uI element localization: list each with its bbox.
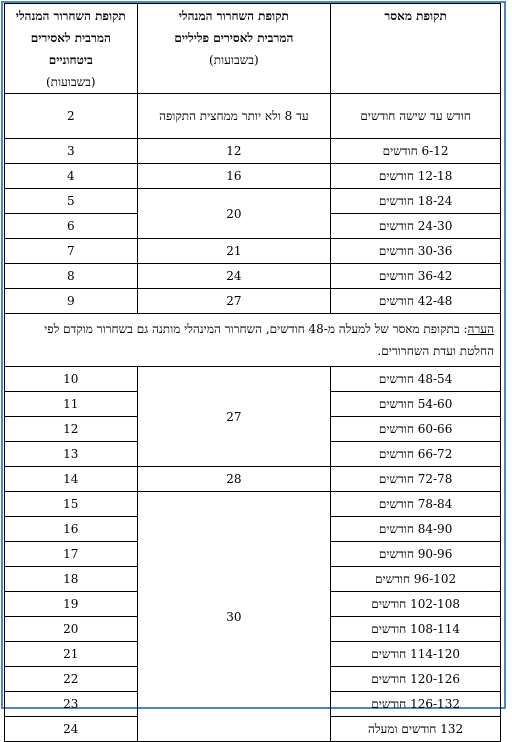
criminal-cell: 30 bbox=[137, 492, 331, 742]
security-cell: 14 bbox=[5, 467, 138, 492]
security-cell: 22 bbox=[5, 667, 138, 692]
period-cell: 18-24 חודשים bbox=[331, 189, 501, 214]
table-row bbox=[5, 164, 501, 189]
security-cell: 7 bbox=[5, 239, 138, 264]
period-cell: 126-132 חודשים bbox=[331, 692, 501, 717]
criminal-cell: 27 bbox=[137, 367, 331, 467]
security-cell: 24 bbox=[5, 717, 138, 742]
period-cell: 54-60 חודשים bbox=[331, 392, 501, 417]
period-cell: 132 חודשים ומעלה bbox=[331, 717, 501, 742]
table-row bbox=[5, 189, 501, 214]
security-cell: 4 bbox=[5, 164, 138, 189]
criminal-cell: 12 bbox=[137, 139, 331, 164]
table-row bbox=[5, 492, 501, 517]
criminal-cell: 27 bbox=[137, 289, 331, 314]
security-cell: 13 bbox=[5, 442, 138, 467]
security-cell: 12 bbox=[5, 417, 138, 442]
security-cell: 19 bbox=[5, 592, 138, 617]
period-cell: חודש עד שישה חודשים bbox=[331, 94, 501, 139]
period-cell: 6-12 חודשים bbox=[331, 139, 501, 164]
period-cell: 78-84 חודשים bbox=[331, 492, 501, 517]
header-security-release: תקופת השחרור המנהלי המרבית לאסירים ביטחוניים (בשבועות) bbox=[5, 4, 138, 94]
period-cell: 66-72 חודשים bbox=[331, 442, 501, 467]
security-cell: 18 bbox=[5, 567, 138, 592]
table-row bbox=[5, 94, 501, 139]
table-row bbox=[5, 467, 501, 492]
security-cell: 15 bbox=[5, 492, 138, 517]
security-cell: 5 bbox=[5, 189, 138, 214]
period-cell: 114-120 חודשים bbox=[331, 642, 501, 667]
criminal-cell: 20 bbox=[137, 189, 331, 239]
header-row bbox=[5, 4, 501, 94]
period-cell: 12-18 חודשים bbox=[331, 164, 501, 189]
security-cell: 3 bbox=[5, 139, 138, 164]
security-cell: 2 bbox=[5, 94, 138, 139]
table-row bbox=[5, 239, 501, 264]
period-cell: 90-96 חודשים bbox=[331, 542, 501, 567]
header-sentence-period: תקופת מאסר bbox=[331, 4, 501, 94]
criminal-cell: 24 bbox=[137, 264, 331, 289]
note-row bbox=[5, 314, 501, 367]
period-cell: 36-42 חודשים bbox=[331, 264, 501, 289]
period-cell: 96-102 חודשים bbox=[331, 567, 501, 592]
criminal-cell: עד 8 ולא יותר ממחצית התקופה bbox=[137, 94, 331, 139]
criminal-cell: 21 bbox=[137, 239, 331, 264]
period-cell: 48-54 חודשים bbox=[331, 367, 501, 392]
security-cell: 11 bbox=[5, 392, 138, 417]
security-cell: 6 bbox=[5, 214, 138, 239]
security-cell: 17 bbox=[5, 542, 138, 567]
period-cell: 30-36 חודשים bbox=[331, 239, 501, 264]
period-cell: 72-78 חודשים bbox=[331, 467, 501, 492]
criminal-cell: 28 bbox=[137, 467, 331, 492]
security-cell: 16 bbox=[5, 517, 138, 542]
period-cell: 120-126 חודשים bbox=[331, 667, 501, 692]
release-periods-table bbox=[4, 3, 501, 742]
period-cell: 60-66 חודשים bbox=[331, 417, 501, 442]
criminal-cell: 16 bbox=[137, 164, 331, 189]
note-label: הערה bbox=[467, 322, 494, 336]
table-row bbox=[5, 367, 501, 392]
security-cell: 9 bbox=[5, 289, 138, 314]
note-text: הערה: בתקופת מאסר של למעלה מ-48 חודשים, השחרור המינהלי מותנה גם בשחרור מוקדם לפי החלטת ועדת השחרורים. bbox=[5, 314, 501, 367]
security-cell: 20 bbox=[5, 617, 138, 642]
security-cell: 8 bbox=[5, 264, 138, 289]
header-criminal-release: תקופת השחרור המנהלי המרבית לאסירים פליליים (בשבועות) bbox=[137, 4, 331, 94]
period-cell: 84-90 חודשים bbox=[331, 517, 501, 542]
table-row bbox=[5, 139, 501, 164]
period-cell: 102-108 חודשים bbox=[331, 592, 501, 617]
table-row bbox=[5, 289, 501, 314]
period-cell: 42-48 חודשים bbox=[331, 289, 501, 314]
period-cell: 24-30 חודשים bbox=[331, 214, 501, 239]
period-cell: 108-114 חודשים bbox=[331, 617, 501, 642]
security-cell: 23 bbox=[5, 692, 138, 717]
table-row bbox=[5, 264, 501, 289]
security-cell: 10 bbox=[5, 367, 138, 392]
security-cell: 21 bbox=[5, 642, 138, 667]
